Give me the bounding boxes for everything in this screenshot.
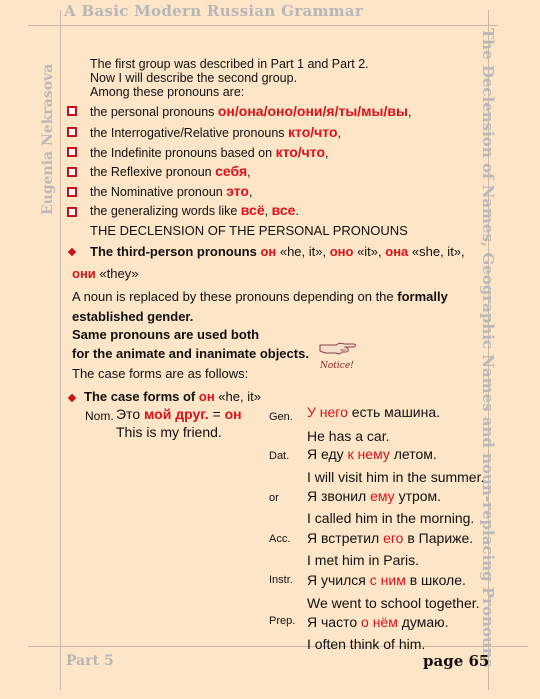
example-ru: Я звонил ему утром.: [307, 488, 442, 504]
case-label-instr: Instr.: [269, 574, 293, 586]
square-bullet-icon: [67, 147, 77, 157]
bottom-rule: [28, 646, 528, 647]
left-rule: [60, 10, 61, 690]
list-item: the generalizing words like всё, все.: [90, 202, 299, 218]
para-line-2: established gender.: [72, 309, 194, 324]
diamond-bullet-icon: [68, 248, 76, 256]
square-bullet-icon: [67, 207, 77, 217]
case-forms-heading: The case forms of он «he, it»: [84, 389, 261, 404]
case-label-prep: Prep.: [269, 615, 296, 627]
case-label-or: or: [269, 492, 279, 504]
para-line-4: for the animate and inanimate objects.: [72, 346, 309, 361]
example-ru: Я еду к нему летом.: [307, 446, 437, 462]
example-en: I called him in the morning.: [307, 510, 475, 526]
nom-label: Nom.: [85, 409, 114, 423]
example-en: I will visit him in the summer.: [307, 469, 485, 485]
page-number: page 65: [423, 652, 490, 670]
intro-line-3: Among these pronouns are:: [90, 85, 245, 99]
case-label-dat: Dat.: [269, 450, 290, 462]
nom-translation: This is my friend.: [116, 424, 222, 440]
para-line-5: The case forms are as follows:: [72, 366, 249, 381]
case-label-acc: Acc.: [269, 533, 291, 545]
list-item: the Nominative pronoun это,: [90, 183, 253, 199]
square-bullet-icon: [67, 167, 77, 177]
para-line-3: Same pronouns are used both: [72, 327, 260, 342]
top-rule: [28, 25, 498, 26]
example-ru: У него есть машина.: [307, 404, 441, 420]
author-name: Eugenia Nekrasova: [40, 63, 56, 215]
list-item: the Interrogative/Relative pronouns кто/что,: [90, 124, 342, 140]
list-item: the personal pronouns он/она/оно/они/я/ты/мы/вы,: [90, 103, 412, 119]
example-en: He has a car.: [307, 428, 390, 444]
pointing-hand-icon: [318, 337, 358, 359]
example-en: I met him in Paris.: [307, 552, 420, 568]
example-en: We went to school together.: [307, 595, 480, 611]
nom-example: Это мой друг. = он: [116, 406, 242, 422]
square-bullet-icon: [67, 127, 77, 137]
para-line-1: A noun is replaced by these pronouns depending on the formally: [72, 289, 448, 304]
notice-label: Notice!: [320, 361, 354, 371]
list-item: the Indefinite pronouns based on кто/что,: [90, 144, 329, 160]
intro-line-2: Now I will describe the second group.: [90, 71, 298, 85]
section-title: The Declension of Names, Geographic Names and noun-replacing Pronouns: [479, 28, 497, 668]
third-person-line: The third-person pronouns он «he, it», оно «it», она «she, it»,: [90, 244, 465, 259]
list-item: the Reflexive pronoun себя,: [90, 163, 251, 179]
example-ru: Я учился с ним в школе.: [307, 572, 466, 588]
section-heading: THE DECLENSION OF THE PERSONAL PRONOUNS: [90, 223, 408, 238]
square-bullet-icon: [67, 187, 77, 197]
example-ru: Я встретил его в Париже.: [307, 530, 474, 546]
book-title: A Basic Modern Russian Grammar: [64, 2, 364, 20]
case-label-gen: Gen.: [269, 411, 293, 423]
part-label: Part 5: [66, 653, 114, 669]
diamond-bullet-icon: [68, 394, 76, 402]
square-bullet-icon: [67, 106, 77, 116]
intro-line-1: The first group was described in Part 1 and Part 2.: [90, 57, 369, 71]
third-person-line-2: они «they»: [72, 266, 139, 281]
example-en: I often think of him.: [307, 636, 426, 652]
example-ru: Я часто о нём думаю.: [307, 614, 449, 630]
